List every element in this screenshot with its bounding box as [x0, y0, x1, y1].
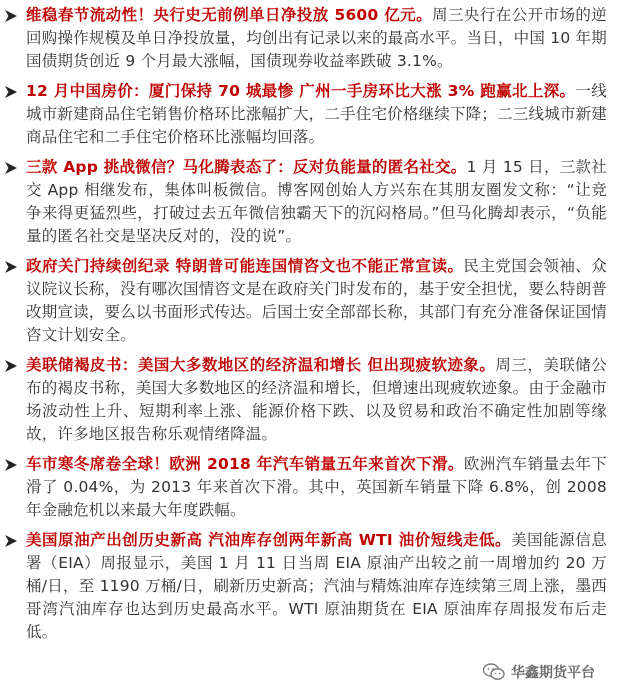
arrow-bullet-icon [4, 354, 26, 377]
news-headline: 美国原油产出创历史新高 汽油库存创两年新高 WTI 油价短线走低。 [26, 531, 512, 549]
news-item-text [26, 354, 607, 446]
news-item-text [26, 4, 607, 73]
news-item [4, 255, 607, 347]
news-body: 美国能源信息署（EIA）周报显示，美国 1 月 11 日当周 EIA 原油产出较之前一周增加约 20 万桶/日，至 1190 万桶/日，刷新历史新高；汽油与精炼油库存连续第三周上涨，墨西哥湾汽油库存也达到历史最高水平。WTI 原油期货在 EIA 原油库存周报发布后走低。 [26, 531, 608, 641]
news-body: 周三，美联储公布的褐皮书称，美国大多数地区的经济温和增长，但增速出现疲软迹象。由于金融市场波动性上升、短期利率上涨、能源价格下跌、以及贸易和政治不确定性加剧等缘故，许多地区报告称乐观情绪降温。 [26, 356, 607, 443]
arrow-bullet-icon [4, 80, 26, 103]
news-item-text [26, 453, 607, 522]
news-item [4, 529, 607, 644]
arrow-bullet-icon [4, 255, 26, 278]
arrow-bullet-icon [4, 453, 26, 476]
news-item-text [26, 156, 607, 248]
news-headline: 12 月中国房价：厦门保持 70 城最惨 广州一手房环比大涨 3% 跑赢北上深。 [26, 82, 576, 100]
arrow-bullet-icon [4, 529, 26, 552]
arrow-bullet-icon [4, 156, 26, 179]
news-item [4, 80, 607, 149]
watermark-text: 华鑫期货平台 [511, 665, 595, 681]
news-item [4, 354, 607, 446]
arrow-bullet-icon [4, 4, 26, 27]
news-body: 欧洲汽车销量去年下滑了 0.04%，为 2013 年来首次下滑。其中，英国新车销量下降 6.8%，创 2008 年金融危机以来最大年度跌幅。 [26, 455, 607, 519]
news-headline: 三款 App 挑战微信？马化腾表态了：反对负能量的匿名社交。 [26, 158, 467, 176]
news-headline: 车市寒冬席卷全球！欧洲 2018 年汽车销量五年来首次下滑。 [26, 455, 464, 473]
watermark [479, 661, 599, 683]
news-item [4, 4, 607, 73]
news-body: 民主党国会领袖、众议院议长称，没有哪次国情咨文是在政府关门时发布的，基于安全担忧，要么特朗普改期宣读，要么以书面形式传达。后国土安全部部长称，其部门有充分准备保证国情咨文计划安全。 [26, 257, 607, 344]
wechat-icon [483, 663, 505, 681]
news-headline: 美联储褐皮书：美国大多数地区的经济温和增长 但出现疲软迹象。 [26, 356, 496, 374]
news-headline: 政府关门持续创纪录 特朗普可能连国情咨文也不能正常宣读。 [26, 257, 464, 275]
news-body: 1 月 15 日，三款社交 App 相继发布，集体叫板微信。博客网创始人方兴东在其朋友圈发文称：“让竞争来得更猛烈些，打破过去五年微信独霸天下的沉闷格局。”但马化腾却表示，“负能量的匿名社交是坚决反对的，没的说”。 [26, 158, 607, 245]
news-headline: 维稳春节流动性！央行史无前例单日净投放 5600 亿元。 [26, 6, 433, 24]
news-body: 周三央行在公开市场的逆回购操作规模及单日净投放量，均创出有记录以来的最高水平。当日，中国 10 年期国债期货创近 9 个月最大涨幅，国债现券收益率跌破 3.1%。 [26, 6, 607, 70]
news-body: 一线城市新建商品住宅销售价格环比涨幅扩大，二手住宅价格继续下降；二三线城市新建商品住宅和二手住宅价格环比涨幅均回落。 [26, 82, 607, 146]
news-item [4, 453, 607, 522]
news-item [4, 156, 607, 248]
news-item-text [26, 529, 607, 644]
news-item-text [26, 80, 607, 149]
news-item-text [26, 255, 607, 347]
